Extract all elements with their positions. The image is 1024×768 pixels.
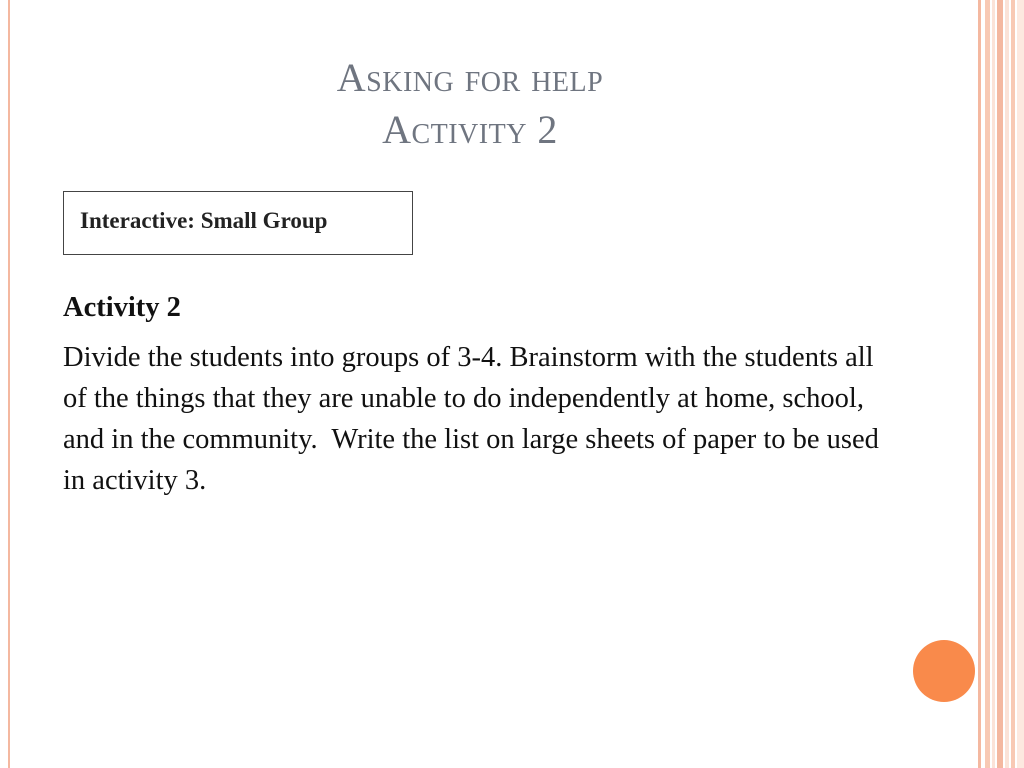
slide-title-line-2: Activity 2 [382,107,558,152]
activity-type-box [63,191,413,255]
right-decorative-stripe [1017,0,1024,768]
right-decorative-stripe [985,0,990,768]
activity-type-label: Interactive: Small Group [80,208,328,233]
right-decorative-stripe [978,0,981,768]
right-decorative-stripe [1011,0,1015,768]
activity-description: Divide the students into groups of 3-4. Brainstorm with the students all of the things that they are unable to do independently at home, school, and in the community. Write the list on large sheets of paper to be used in activity 3. [63,342,887,496]
slide-body [63,287,887,501]
right-decorative-stripe [992,0,995,768]
orange-circle-decoration [913,640,975,702]
right-decorative-stripe [997,0,1003,768]
slide-title-line-1: Asking for help [336,55,604,100]
slide-title [0,52,940,156]
right-decorative-stripe [1005,0,1009,768]
activity-heading: Activity 2 [63,292,181,323]
